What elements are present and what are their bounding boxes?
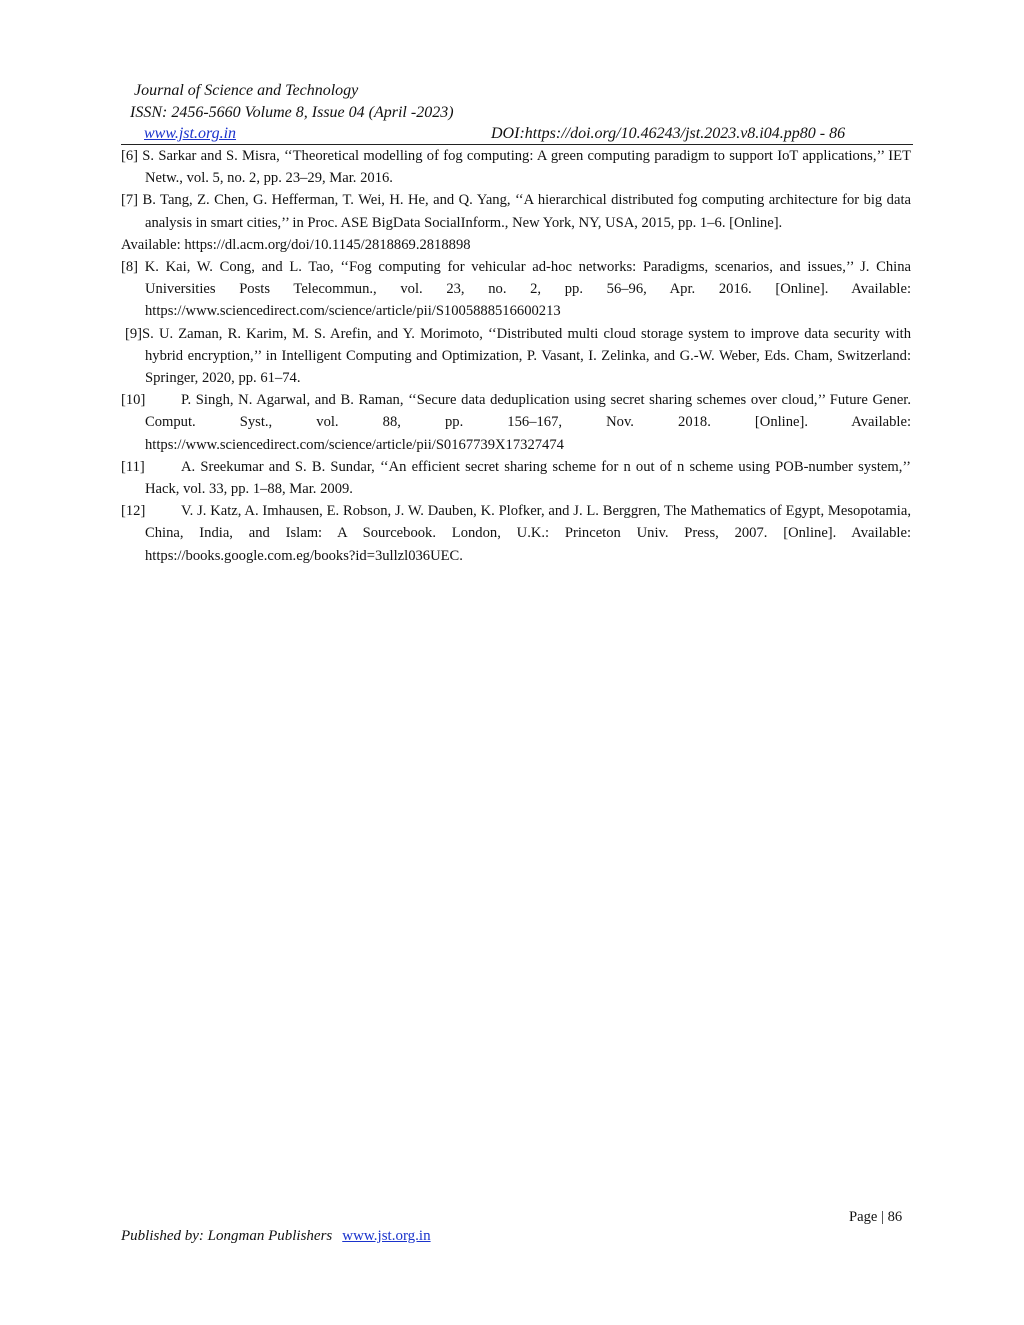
- reference-number: [9]: [125, 325, 143, 342]
- reference-text: K. Kai, W. Cong, and L. Tao, ‘‘Fog computing for vehicular ad-hoc networks: Paradigms, scenarios, and issues,’’ J. China Universities Posts Telecommun., vol. 23, no. 2, pp. 56–96, Apr. 2016. [Online]. Available: https://www.sciencedirect.com/science/article/pii/S1005888516600213: [144, 259, 912, 320]
- reference-text: S. U. Zaman, R. Karim, M. S. Arefin, and Y. Morimoto, ‘‘Distributed multi cloud storage system to improve data security with hybrid encryption,’’ in Intelligent Computing and Optimization, P. Vasant, I. Zelinka, and G.-W. Weber, Eds. Cham, Switzerland: Springer, 2020, pp. 61–74.: [142, 325, 911, 387]
- reference-item-7: [121, 189, 911, 233]
- reference-number: [10]: [121, 392, 146, 409]
- reference-text: V. J. Katz, A. Imhausen, E. Robson, J. W. Dauben, K. Plofker, and J. L. Berggren, The Mathematics of Egypt, Mesopotamia, China, India, and Islam: A Sourcebook. London, U.K.: Princeton Univ. Press, 2007. [Online]. Available: https://books.google.com.eg/books?id=3ullzl036UEC.: [145, 503, 911, 564]
- reference-item-11: [121, 456, 911, 500]
- reference-number: [6]: [121, 148, 139, 164]
- reference-number: [8]: [121, 259, 139, 276]
- reference-availability-line: Available: https://dl.acm.org/doi/10.1145/2818869.2818898: [121, 236, 471, 253]
- footer-url-link[interactable]: www.jst.org.in: [342, 1228, 431, 1244]
- reference-number: [11]: [121, 458, 145, 475]
- reference-item-8: [121, 256, 911, 323]
- reference-text: B. Tang, Z. Chen, G. Hefferman, T. Wei, H. He, and Q. Yang, ‘‘A hierarchical distributed fog computing architecture for big data analysis in smart cities,’’ in Proc. ASE BigData SocialInform., New York, NY, USA, 2015, pp. 1–6. [Online].: [142, 192, 911, 231]
- article-doi: DOI:https://doi.org/10.46243/jst.2023.v8.i04.pp80 - 86: [491, 125, 846, 142]
- reference-text: S. Sarkar and S. Misra, ‘‘Theoretical modelling of fog computing: A green computing paradigm to support IoT applications,’’ IET Netw., vol. 5, no. 2, pp. 23–29, Mar. 2016.: [142, 148, 911, 187]
- journal-title: Journal of Science and Technology: [134, 82, 359, 99]
- reference-item-6: [121, 145, 911, 189]
- reference-item-12: [121, 500, 911, 567]
- page-separator: |: [881, 1209, 884, 1225]
- journal-url-link[interactable]: www.jst.org.in: [144, 125, 237, 142]
- reference-text: P. Singh, N. Agarwal, and B. Raman, ‘‘Secure data deduplication using secret sharing schemes over cloud,’’ Future Gener. Comput. Syst., vol. 88, pp. 156–167, Nov. 2018. [Online]. Available: https://www.sciencedirect.com/science/article/pii/S0167739X17327474: [145, 392, 911, 453]
- reference-list: [121, 145, 911, 567]
- reference-item-9: [121, 323, 911, 390]
- publisher-text: Published by: Longman Publishers: [121, 1228, 333, 1244]
- reference-number: [12]: [121, 503, 146, 520]
- reference-text: A. Sreekumar and S. B. Sundar, ‘‘An efficient secret sharing scheme for n out of n scheme using POB-number system,’’ Hack, vol. 33, pp. 1–88, Mar. 2009.: [145, 458, 911, 498]
- reference-item-10: [121, 389, 911, 456]
- page-label: Page: [849, 1209, 878, 1225]
- reference-number: [7]: [121, 192, 139, 209]
- footer: [121, 1226, 431, 1246]
- page-number: [849, 1207, 902, 1227]
- journal-issn: ISSN: 2456-5660 Volume 8, Issue 04 (April -2023): [130, 104, 454, 121]
- page-number-value: 86: [887, 1209, 903, 1225]
